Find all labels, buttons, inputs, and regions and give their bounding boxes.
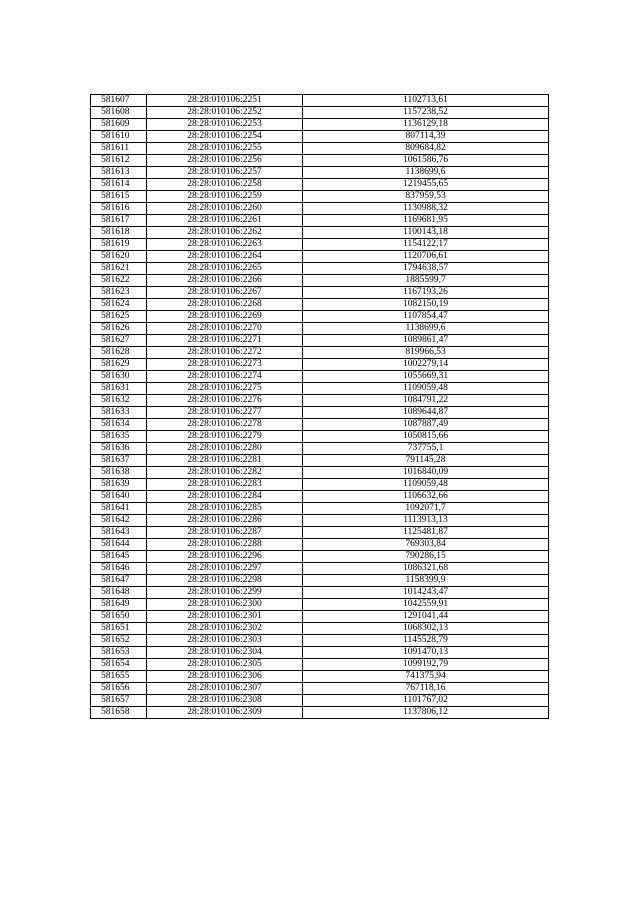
table-row: [91, 287, 549, 299]
cadastral-number-cell: 28:28:010106:2277: [147, 407, 303, 419]
cadastral-number-cell: 28:28:010106:2299: [147, 587, 303, 599]
row-number-cell: 581608: [91, 107, 147, 119]
value-cell: 1084791,22: [303, 395, 549, 407]
table-row: [91, 587, 549, 599]
value-cell: 1107854,47: [303, 311, 549, 323]
table-row: [91, 359, 549, 371]
value-cell: 1099192,79: [303, 659, 549, 671]
table-row: [91, 203, 549, 215]
row-number-cell: 581634: [91, 419, 147, 431]
cadastral-number-cell: 28:28:010106:2283: [147, 479, 303, 491]
row-number-cell: 581626: [91, 323, 147, 335]
cadastral-number-cell: 28:28:010106:2273: [147, 359, 303, 371]
value-cell: 1089644,87: [303, 407, 549, 419]
value-cell: 1092071,7: [303, 503, 549, 515]
cadastral-number-cell: 28:28:010106:2260: [147, 203, 303, 215]
value-cell: 1016840,09: [303, 467, 549, 479]
row-number-cell: 581623: [91, 287, 147, 299]
table-row: [91, 611, 549, 623]
table-row: [91, 671, 549, 683]
row-number-cell: 581655: [91, 671, 147, 683]
value-cell: 1130988,32: [303, 203, 549, 215]
value-cell: 791145,28: [303, 455, 549, 467]
table-row: [91, 107, 549, 119]
value-cell: 790286,15: [303, 551, 549, 563]
value-cell: 1154122,17: [303, 239, 549, 251]
table-row: [91, 275, 549, 287]
row-number-cell: 581636: [91, 443, 147, 455]
value-cell: 1042559,91: [303, 599, 549, 611]
value-cell: 767118,16: [303, 683, 549, 695]
cadastral-number-cell: 28:28:010106:2275: [147, 383, 303, 395]
cadastral-number-cell: 28:28:010106:2287: [147, 527, 303, 539]
value-cell: 1169681,95: [303, 215, 549, 227]
table-row: [91, 635, 549, 647]
cadastral-number-cell: 28:28:010106:2271: [147, 335, 303, 347]
value-cell: 1100143,18: [303, 227, 549, 239]
cadastral-number-cell: 28:28:010106:2288: [147, 539, 303, 551]
row-number-cell: 581643: [91, 527, 147, 539]
value-cell: 1138699,6: [303, 323, 549, 335]
value-cell: 1138699,6: [303, 167, 549, 179]
table-row: [91, 659, 549, 671]
table-row: [91, 707, 549, 719]
value-cell: 1120706,61: [303, 251, 549, 263]
table-row: [91, 299, 549, 311]
cadastral-number-cell: 28:28:010106:2280: [147, 443, 303, 455]
cadastral-number-cell: 28:28:010106:2309: [147, 707, 303, 719]
cadastral-number-cell: 28:28:010106:2270: [147, 323, 303, 335]
table-row: [91, 503, 549, 515]
row-number-cell: 581644: [91, 539, 147, 551]
row-number-cell: 581651: [91, 623, 147, 635]
cadastral-number-cell: 28:28:010106:2272: [147, 347, 303, 359]
cadastral-number-cell: 28:28:010106:2276: [147, 395, 303, 407]
table-row: [91, 551, 549, 563]
row-number-cell: 581638: [91, 467, 147, 479]
cadastral-number-cell: 28:28:010106:2301: [147, 611, 303, 623]
row-number-cell: 581633: [91, 407, 147, 419]
table-row: [91, 431, 549, 443]
table-row: [91, 491, 549, 503]
table-row: [91, 383, 549, 395]
value-cell: 1291041,44: [303, 611, 549, 623]
table-row: [91, 179, 549, 191]
row-number-cell: 581654: [91, 659, 147, 671]
value-cell: 809684,82: [303, 143, 549, 155]
table-row: [91, 467, 549, 479]
table-row: [91, 455, 549, 467]
cadastral-number-cell: 28:28:010106:2258: [147, 179, 303, 191]
cadastral-number-cell: 28:28:010106:2253: [147, 119, 303, 131]
cadastral-number-cell: 28:28:010106:2285: [147, 503, 303, 515]
cadastral-number-cell: 28:28:010106:2274: [147, 371, 303, 383]
cadastral-value-table: [90, 94, 549, 719]
table-row: [91, 623, 549, 635]
table-row: [91, 95, 549, 107]
cadastral-number-cell: 28:28:010106:2261: [147, 215, 303, 227]
value-cell: 1136129,18: [303, 119, 549, 131]
cadastral-number-cell: 28:28:010106:2267: [147, 287, 303, 299]
table-row: [91, 215, 549, 227]
row-number-cell: 581621: [91, 263, 147, 275]
cadastral-number-cell: 28:28:010106:2252: [147, 107, 303, 119]
cadastral-number-cell: 28:28:010106:2257: [147, 167, 303, 179]
row-number-cell: 581613: [91, 167, 147, 179]
row-number-cell: 581607: [91, 95, 147, 107]
row-number-cell: 581622: [91, 275, 147, 287]
table-row: [91, 695, 549, 707]
row-number-cell: 581635: [91, 431, 147, 443]
table-row: [91, 119, 549, 131]
value-cell: 1089861,47: [303, 335, 549, 347]
row-number-cell: 581649: [91, 599, 147, 611]
row-number-cell: 581637: [91, 455, 147, 467]
cadastral-number-cell: 28:28:010106:2284: [147, 491, 303, 503]
row-number-cell: 581628: [91, 347, 147, 359]
row-number-cell: 581612: [91, 155, 147, 167]
cadastral-number-cell: 28:28:010106:2303: [147, 635, 303, 647]
row-number-cell: 581629: [91, 359, 147, 371]
cadastral-number-cell: 28:28:010106:2298: [147, 575, 303, 587]
row-number-cell: 581639: [91, 479, 147, 491]
value-cell: 837959,53: [303, 191, 549, 203]
value-cell: 1087887,49: [303, 419, 549, 431]
table-row: [91, 155, 549, 167]
value-cell: 1101767,02: [303, 695, 549, 707]
table-row: [91, 239, 549, 251]
value-cell: 1113913,13: [303, 515, 549, 527]
row-number-cell: 581614: [91, 179, 147, 191]
value-cell: 1082150,19: [303, 299, 549, 311]
row-number-cell: 581642: [91, 515, 147, 527]
value-cell: 1157238,52: [303, 107, 549, 119]
table-row: [91, 263, 549, 275]
cadastral-number-cell: 28:28:010106:2307: [147, 683, 303, 695]
value-cell: 1109059,48: [303, 383, 549, 395]
table-row: [91, 515, 549, 527]
cadastral-number-cell: 28:28:010106:2265: [147, 263, 303, 275]
row-number-cell: 581620: [91, 251, 147, 263]
row-number-cell: 581658: [91, 707, 147, 719]
table-row: [91, 167, 549, 179]
cadastral-number-cell: 28:28:010106:2282: [147, 467, 303, 479]
cadastral-number-cell: 28:28:010106:2251: [147, 95, 303, 107]
row-number-cell: 581625: [91, 311, 147, 323]
cadastral-number-cell: 28:28:010106:2254: [147, 131, 303, 143]
table-row: [91, 335, 549, 347]
row-number-cell: 581617: [91, 215, 147, 227]
table-row: [91, 647, 549, 659]
row-number-cell: 581647: [91, 575, 147, 587]
value-cell: 1125481,87: [303, 527, 549, 539]
cadastral-number-cell: 28:28:010106:2279: [147, 431, 303, 443]
cadastral-number-cell: 28:28:010106:2262: [147, 227, 303, 239]
cadastral-number-cell: 28:28:010106:2278: [147, 419, 303, 431]
table-row: [91, 131, 549, 143]
value-cell: 1091470,13: [303, 647, 549, 659]
row-number-cell: 581652: [91, 635, 147, 647]
cadastral-number-cell: 28:28:010106:2302: [147, 623, 303, 635]
value-cell: 741375,94: [303, 671, 549, 683]
value-cell: 1794638,57: [303, 263, 549, 275]
table-body: [91, 95, 549, 719]
table-row: [91, 479, 549, 491]
row-number-cell: 581619: [91, 239, 147, 251]
cadastral-number-cell: 28:28:010106:2259: [147, 191, 303, 203]
table-row: [91, 599, 549, 611]
table-row: [91, 683, 549, 695]
value-cell: 1061586,76: [303, 155, 549, 167]
row-number-cell: 581656: [91, 683, 147, 695]
value-cell: 1102713,61: [303, 95, 549, 107]
table-row: [91, 443, 549, 455]
cadastral-number-cell: 28:28:010106:2286: [147, 515, 303, 527]
table-row: [91, 419, 549, 431]
row-number-cell: 581631: [91, 383, 147, 395]
row-number-cell: 581624: [91, 299, 147, 311]
table-row: [91, 563, 549, 575]
value-cell: 1086321,68: [303, 563, 549, 575]
row-number-cell: 581640: [91, 491, 147, 503]
cadastral-number-cell: 28:28:010106:2300: [147, 599, 303, 611]
table-row: [91, 191, 549, 203]
value-cell: 1050815,66: [303, 431, 549, 443]
value-cell: 1068302,13: [303, 623, 549, 635]
cadastral-number-cell: 28:28:010106:2256: [147, 155, 303, 167]
table-row: [91, 527, 549, 539]
cadastral-number-cell: 28:28:010106:2268: [147, 299, 303, 311]
row-number-cell: 581627: [91, 335, 147, 347]
row-number-cell: 581615: [91, 191, 147, 203]
cadastral-number-cell: 28:28:010106:2306: [147, 671, 303, 683]
table-row: [91, 311, 549, 323]
table-row: [91, 575, 549, 587]
value-cell: 1055669,31: [303, 371, 549, 383]
row-number-cell: 581653: [91, 647, 147, 659]
value-cell: 1219455,65: [303, 179, 549, 191]
table-row: [91, 395, 549, 407]
row-number-cell: 581610: [91, 131, 147, 143]
cadastral-number-cell: 28:28:010106:2304: [147, 647, 303, 659]
row-number-cell: 581616: [91, 203, 147, 215]
cadastral-number-cell: 28:28:010106:2263: [147, 239, 303, 251]
row-number-cell: 581650: [91, 611, 147, 623]
cadastral-number-cell: 28:28:010106:2297: [147, 563, 303, 575]
cadastral-number-cell: 28:28:010106:2264: [147, 251, 303, 263]
cadastral-number-cell: 28:28:010106:2305: [147, 659, 303, 671]
row-number-cell: 581630: [91, 371, 147, 383]
row-number-cell: 581645: [91, 551, 147, 563]
cadastral-number-cell: 28:28:010106:2269: [147, 311, 303, 323]
cadastral-number-cell: 28:28:010106:2281: [147, 455, 303, 467]
value-cell: 1002279,14: [303, 359, 549, 371]
row-number-cell: 581618: [91, 227, 147, 239]
value-cell: 1106632,66: [303, 491, 549, 503]
table-row: [91, 407, 549, 419]
row-number-cell: 581632: [91, 395, 147, 407]
row-number-cell: 581646: [91, 563, 147, 575]
value-cell: 1137806,12: [303, 707, 549, 719]
value-cell: 1145528,79: [303, 635, 549, 647]
row-number-cell: 581648: [91, 587, 147, 599]
value-cell: 737755,1: [303, 443, 549, 455]
cadastral-number-cell: 28:28:010106:2296: [147, 551, 303, 563]
row-number-cell: 581609: [91, 119, 147, 131]
table-row: [91, 143, 549, 155]
table-row: [91, 347, 549, 359]
table-row: [91, 251, 549, 263]
cadastral-number-cell: 28:28:010106:2255: [147, 143, 303, 155]
table-row: [91, 371, 549, 383]
row-number-cell: 581641: [91, 503, 147, 515]
table-row: [91, 539, 549, 551]
cadastral-number-cell: 28:28:010106:2266: [147, 275, 303, 287]
value-cell: 807114,39: [303, 131, 549, 143]
row-number-cell: 581611: [91, 143, 147, 155]
value-cell: 1109059,48: [303, 479, 549, 491]
table-row: [91, 227, 549, 239]
value-cell: 1885599,7: [303, 275, 549, 287]
table-row: [91, 323, 549, 335]
cadastral-number-cell: 28:28:010106:2308: [147, 695, 303, 707]
value-cell: 769303,84: [303, 539, 549, 551]
value-cell: 1167193,26: [303, 287, 549, 299]
value-cell: 819966,53: [303, 347, 549, 359]
row-number-cell: 581657: [91, 695, 147, 707]
value-cell: 1158399,9: [303, 575, 549, 587]
value-cell: 1014243,47: [303, 587, 549, 599]
